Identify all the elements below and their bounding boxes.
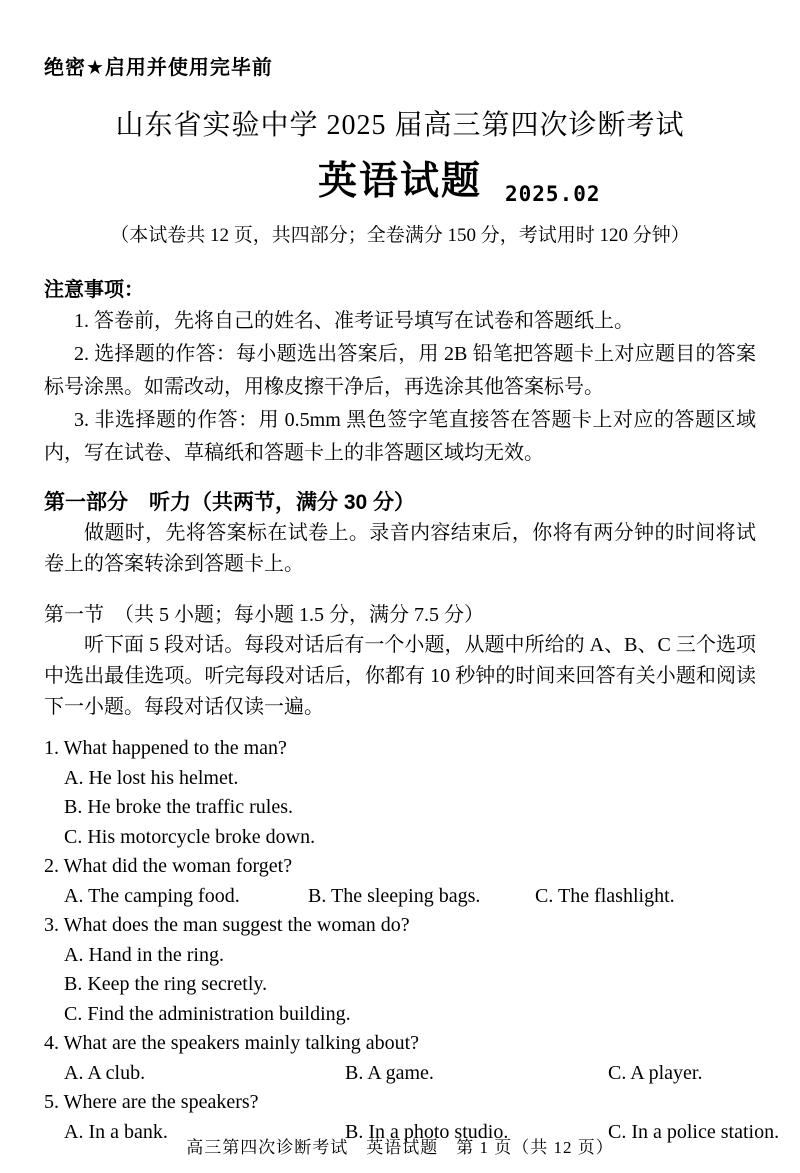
- notes-heading: 注意事项：: [44, 279, 144, 301]
- page-footer: 高三第四次诊断考试 英语试题 第 1 页（共 12 页）: [186, 1138, 614, 1157]
- question-number: 1.: [44, 737, 59, 759]
- question-line: [44, 734, 756, 764]
- question-number: 3.: [44, 914, 59, 936]
- subject-title: 英语试题: [317, 160, 482, 203]
- question-text: Where are the speakers?: [63, 1091, 259, 1113]
- option-b: B. Keep the ring secretly.: [64, 973, 268, 995]
- option-a: A. In a bank.: [64, 1120, 168, 1143]
- question-number: 5.: [44, 1091, 59, 1113]
- question-1: [44, 734, 756, 852]
- listening-questions: [44, 734, 780, 1147]
- note-item-2: 2. 选择题的作答：每小题选出答案后，用 2B 铅笔把答题卡上对应题目的答案标号涂黑。如需改动，用橡皮擦干净后，再选涂其他答案标号。: [44, 343, 756, 398]
- option-a: A. The camping food.: [64, 884, 240, 907]
- question-number: 2.: [44, 855, 59, 877]
- option-b: B. The sleeping bags.: [308, 884, 481, 907]
- part1-intro: 做题时，先将答案标在试卷上。录音内容结束后，你将有两分钟的时间将试卷上的答案转涂到答题卡上。: [44, 522, 756, 575]
- options-row: [64, 1059, 756, 1089]
- question-text: What did the woman forget?: [63, 855, 293, 877]
- note-item-3: 3. 非选择题的作答：用 0.5mm 黑色签字笔直接答在答题卡上对应的答题区域内，写在试卷、草稿纸和答题卡上的非答题区域均无效。: [44, 409, 756, 464]
- subject-row: [44, 151, 756, 213]
- option-a: A. A club.: [64, 1061, 146, 1084]
- question-text: What does the man suggest the woman do?: [63, 914, 410, 936]
- option-c: C. The flashlight.: [535, 884, 675, 907]
- section1-heading: 第一节 （共 5 小题；每小题 1.5 分，满分 7.5 分）: [44, 604, 484, 626]
- question-text: What happened to the man?: [63, 737, 287, 759]
- option-c: C. His motorcycle broke down.: [64, 825, 316, 848]
- exam-date: 2025.02: [505, 182, 601, 206]
- note-item-1: 1. 答卷前，先将自己的姓名、准考证号填写在试卷和答题纸上。: [74, 310, 634, 332]
- option-b: B. In a photo studio.: [345, 1120, 509, 1143]
- part1-heading: 第一部分 听力（共两节，满分 30 分）: [44, 491, 416, 514]
- option-c: C. Find the administration building.: [64, 1002, 351, 1025]
- question-number: 4.: [44, 1032, 59, 1054]
- option-b: B. He broke the traffic rules.: [64, 796, 293, 818]
- question-line: [44, 1088, 756, 1118]
- question-line: [44, 1029, 756, 1059]
- options-row: [64, 882, 756, 912]
- paper-info: （本试卷共 12 页，共四部分；全卷满分 150 分，考试用时 120 分钟）: [110, 225, 690, 246]
- question-4: [44, 1029, 756, 1088]
- question-line: [44, 911, 756, 941]
- exam-title: 山东省实验中学 2025 届高三第四次诊断考试: [115, 110, 685, 141]
- option-c: C. In a police station.: [608, 1120, 780, 1143]
- option-b: B. A game.: [345, 1061, 434, 1084]
- question-text: What are the speakers mainly talking about?: [63, 1032, 420, 1054]
- security-classification: 绝密★启用并使用完毕前: [44, 57, 273, 79]
- question-line: [44, 852, 756, 882]
- section1-intro: 听下面 5 段对话。每段对话后有一个小题，从题中所给的 A、B、C 三个选项中选出最佳选项。听完每段对话后，你都有 10 秒钟的时间来回答有关小题和阅读下一小题。每段对话仅读一遍。: [44, 634, 756, 718]
- option-a: A. He lost his helmet.: [64, 766, 239, 789]
- question-3: [44, 911, 756, 1029]
- option-c: C. A player.: [608, 1061, 703, 1084]
- option-a: A. Hand in the ring.: [64, 943, 224, 966]
- question-2: [44, 852, 756, 911]
